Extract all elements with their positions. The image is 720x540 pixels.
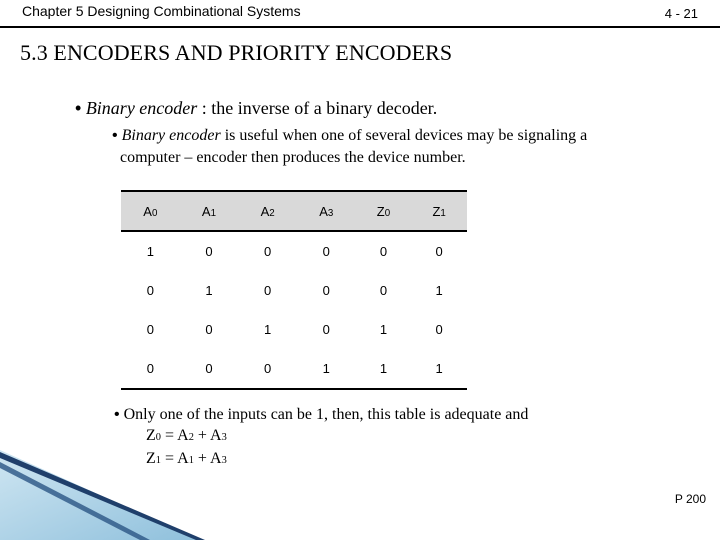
- table-cell: 0: [146, 322, 154, 337]
- table-cell: 1: [322, 361, 330, 376]
- table-cell: 1: [146, 244, 154, 259]
- table-cell: 0: [322, 322, 330, 337]
- bullet-text: : the inverse of a binary decoder.: [197, 98, 438, 118]
- bullet-dot: •: [75, 98, 82, 118]
- column-header: A1: [180, 191, 239, 231]
- bullet-binary-encoder: [75, 98, 437, 119]
- table-row: [121, 271, 467, 310]
- table-cell: 0: [205, 322, 213, 337]
- table-row: [121, 349, 467, 389]
- table-cell: 1: [379, 361, 388, 376]
- table-cell: 0: [264, 283, 272, 298]
- table-cell: 0: [322, 283, 330, 298]
- table-row: [121, 231, 467, 271]
- column-header: A3: [297, 191, 356, 231]
- table-cell: 0: [322, 244, 330, 259]
- bullet-dot: •: [114, 406, 120, 423]
- table-cell: 0: [205, 361, 213, 376]
- table-cell: 1: [264, 322, 272, 337]
- table-cell: 0: [205, 244, 213, 259]
- table-cell: 0: [146, 361, 154, 376]
- column-header: Z1: [411, 191, 467, 231]
- equation-z0: Z0 = A2 + A3: [146, 427, 227, 444]
- chapter-title: Chapter 5 Designing Combinational Systems: [22, 3, 301, 19]
- bullet-text: is useful when one of several devices may be signaling a: [220, 127, 588, 144]
- slide-number: 4 - 21: [664, 6, 698, 21]
- table-cell: 0: [435, 322, 443, 337]
- truth-table: [121, 190, 467, 390]
- page-reference: P 200: [674, 492, 706, 506]
- table-cell: 0: [264, 361, 272, 376]
- table-cell: 1: [379, 322, 388, 337]
- column-header: Z0: [356, 191, 412, 231]
- table-cell: 0: [379, 283, 388, 298]
- bullet-text-line2: computer – encoder then produces the device number.: [120, 149, 466, 166]
- table-cell: 0: [435, 244, 443, 259]
- bullet-encoder-usage: [112, 125, 672, 169]
- table-cell: 0: [379, 244, 388, 259]
- column-header: A2: [238, 191, 297, 231]
- bullet-text: Only one of the inputs can be 1, then, this table is adequate and: [123, 406, 529, 423]
- table-cell: 1: [435, 283, 443, 298]
- table-header-row: [121, 191, 467, 231]
- header-divider: [0, 26, 720, 28]
- bullet-dot: •: [112, 127, 118, 144]
- equation-z1: Z1 = A1 + A3: [146, 450, 227, 467]
- table-cell: 1: [435, 361, 443, 376]
- table-cell: 0: [264, 244, 272, 259]
- table-cell: 0: [146, 283, 154, 298]
- column-header: A0: [121, 191, 180, 231]
- term-binary-encoder: Binary encoder: [85, 98, 198, 118]
- table-row: [121, 310, 467, 349]
- table-cell: 1: [205, 283, 213, 298]
- term-binary-encoder: Binary encoder: [121, 127, 221, 144]
- slide-title: 5.3 ENCODERS AND PRIORITY ENCODERS: [20, 40, 453, 65]
- corner-decoration: [0, 440, 720, 540]
